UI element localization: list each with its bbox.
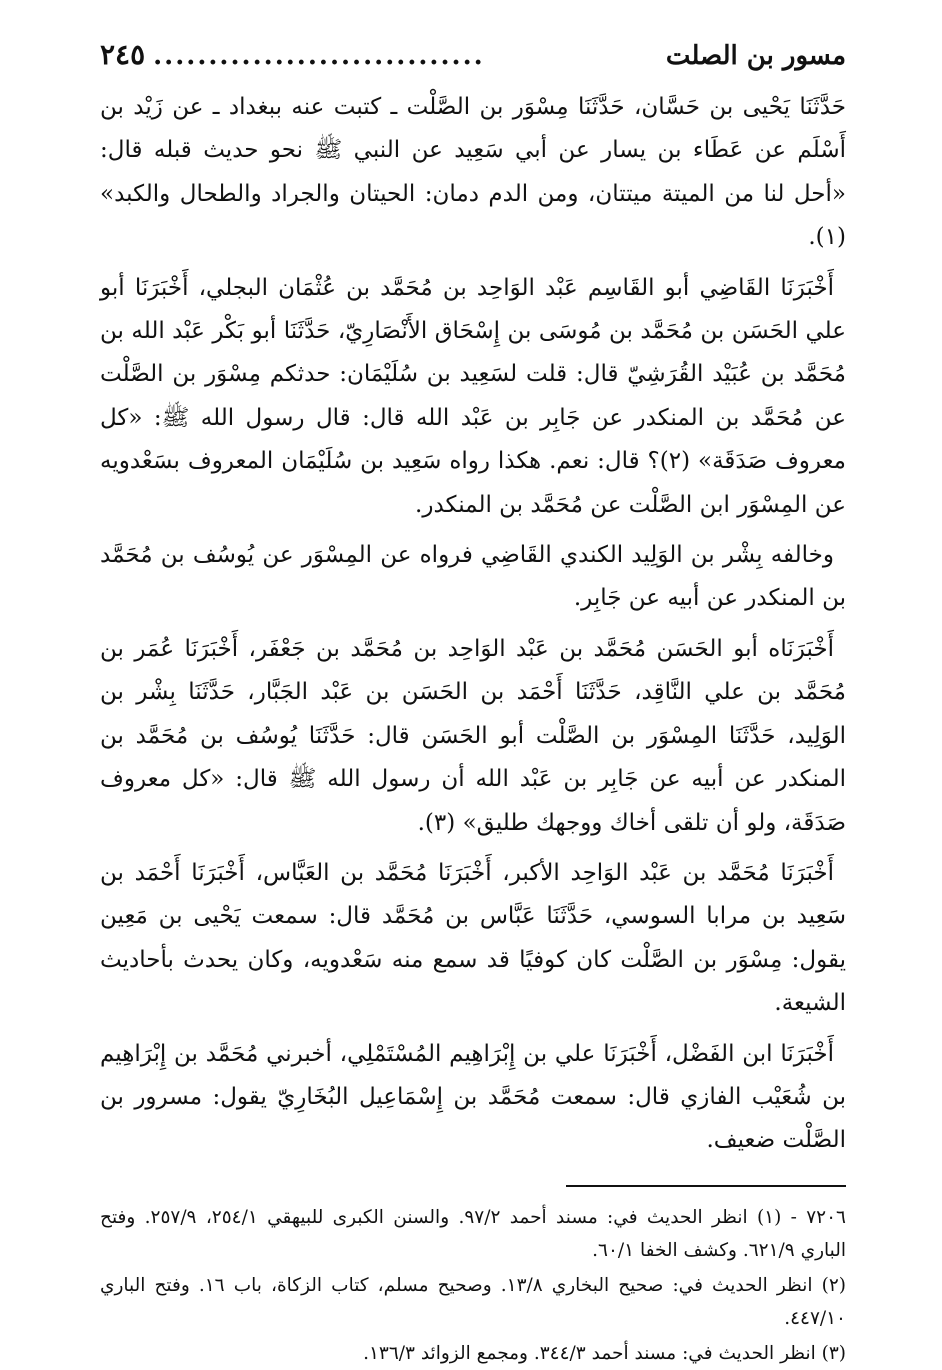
header-dot-leader: .............................. xyxy=(153,41,485,71)
paragraph-6: أَخْبَرَنَا ابن الفَضْل، أَخْبَرَنَا علي بن إِبْرَاهِيم المُسْتَمْلِي، أخبرني مُحَمَّد بن إِبْرَاهِيم بن شُعَيْب الفازي قال: سمعت مُحَمَّد بن إِسْمَاعِيل البُخَارِيّ يقول: مسرور بن الصَّلْت ضعيف. xyxy=(100,1040,846,1154)
paragraph-1: حَدَّثَنَا يَحْيى بن حَسَّان، حَدَّثَنَا مِسْوَر بن الصَّلْت ـ كتبت عنه ببغداد ـ عن زَيْد بن أَسْلَم عن عَطَاء بن يسار عن أبي سَعِيد عن النبي ﷺ نحو حديث قبله قال: «أحل لنا من الميتة ميتتان، ومن الدم دمان: الحيتان والجراد والطحال والكبد» (١). xyxy=(100,94,846,251)
paragraph-3: وخالفه بِشْر بن الوَلِيد الكندي القَاضِي فرواه عن المِسْوَر عن يُوسُف بن مُحَمَّد بن المنكدر عن أبيه عن جَابِر. xyxy=(100,542,846,612)
page-number: ٢٤٥ xyxy=(100,38,146,71)
running-title: مسور بن الصلت xyxy=(665,41,846,71)
footnotes xyxy=(100,1201,846,1370)
footnote-2: (٢) انظر الحديث في: صحيح البخاري ١٣/٨. وصحيح مسلم، كتاب الزكاة، باب ١٦. وفتح الباري ٤٤٧/١٠. xyxy=(100,1274,846,1329)
book-page xyxy=(100,38,846,1364)
paragraph-5: أَخْبَرَنَا مُحَمَّد بن عَبْد الوَاحِد الأكبر، أَخْبَرَنَا مُحَمَّد بن العَبَّاس، أَخْبَرَنَا أَحْمَد بن سَعِيد بن مرابا السوسي، حَدَّثَنَا عَبَّاس بن مُحَمَّد قال: سمعت يَحْيى بن مَعِين يقول: مِسْوَر بن الصَّلْت كان كوفيًا قد سمع منه سَعْدويه، وكان يحدث بأحاديث الشيعة. xyxy=(100,859,846,1017)
footnote-separator xyxy=(566,1185,846,1187)
paragraph-4: أَخْبَرَنَاه أبو الحَسَن مُحَمَّد بن عَبْد الوَاحِد بن مُحَمَّد بن جَعْفَر، أَخْبَرَنَا عُمَر بن مُحَمَّد بن علي النَّاقِد، حَدَّثَنَا أَحْمَد بن الحَسَن بن عَبْد الجَبَّار، حَدَّثَنَا بِشْر بن الوَلِيد، حَدَّثَنَا المِسْوَر بن الصَّلْت أبو الحَسَن قال: حَدَّثَنَا يُوسُف بن مُحَمَّد بن المنكدر عن أبيه عن جَابِر بن عَبْد الله أن رسول الله ﷺ قال: «كل معروف صَدَقَة، ولو أن تلقى أخاك ووجهك طليق» (٣). xyxy=(100,635,846,836)
paragraph-2: أَخْبَرَنَا القَاضِي أبو القَاسِم عَبْد الوَاحِد بن مُحَمَّد بن عُثْمَان البجلي، أَخْبَرَنَا أبو علي الحَسَن بن مُحَمَّد بن مُوسَى بن إِسْحَاق الأَنْصَارِيّ، حَدَّثَنَا أبو بَكْر عَبْد الله بن مُحَمَّد بن عُبَيْد القُرَشِيّ قال: قلت لسَعِيد بن سُلَيْمَان: حدثكم مِسْوَر بن الصَّلْت عن مُحَمَّد بن المنكدر عن جَابِر بن عَبْد الله قال: قال رسول الله ﷺ: «كل معروف صَدَقَة» (٢)؟ قال: نعم. هكذا رواه سَعِيد بن سُلَيْمَان المعروف بسَعْدويه عن المِسْوَر ابن الصَّلْت عن مُحَمَّد بن المنكدر. xyxy=(100,274,846,518)
page-header xyxy=(100,38,846,86)
footnote-3: (٣) انظر الحديث في: مسند أحمد ٣٤٤/٣. ومجمع الزوائد ١٣٦/٣. xyxy=(363,1342,846,1364)
footnote-1: ٧٢٠٦ - (١) انظر الحديث في: مسند أحمد ٩٧/٢. والسنن الكبرى للبيهقي ٢٥٤/١، ٢٥٧/٩. وفتح الباري ٦٢١/٩. وكشف الخفا ٦٠/١. xyxy=(100,1206,846,1261)
main-text xyxy=(100,86,846,1163)
